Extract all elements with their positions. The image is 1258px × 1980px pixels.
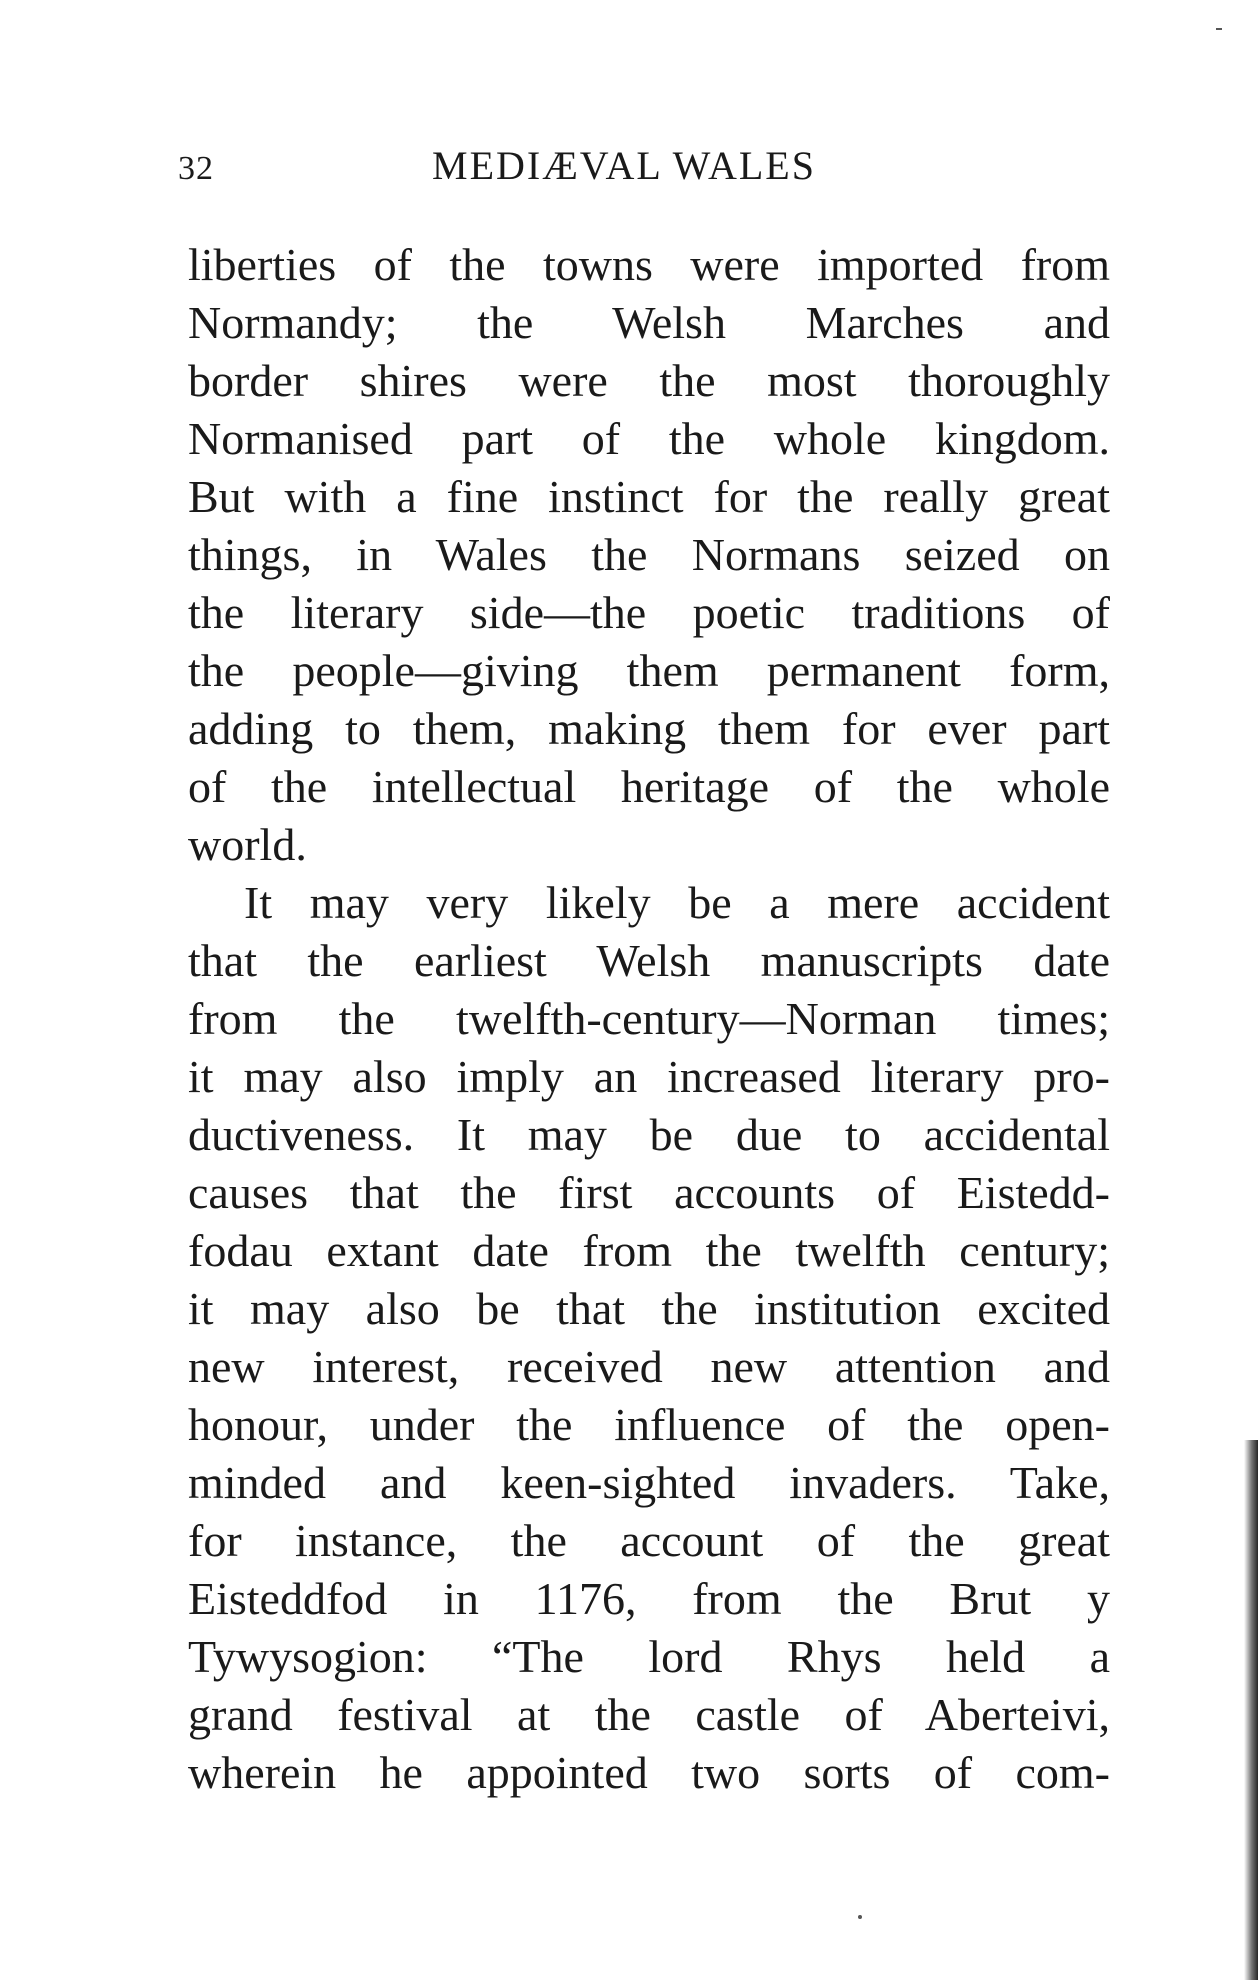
text-line: honour, under the influence of the open- <box>188 1399 1110 1450</box>
text-line: world. <box>188 819 307 870</box>
text-line: the literary side—the poetic traditions of <box>188 587 1110 638</box>
text-line: border shires were the most thoroughly <box>188 355 1110 406</box>
text-line: Normanised part of the whole kingdom. <box>188 413 1110 464</box>
text-line: adding to them, making them for ever part <box>188 703 1110 754</box>
paragraph-first-line: It may very likely be a mere accident <box>244 877 1110 928</box>
page-edge-shadow <box>1244 1440 1258 1980</box>
text-line: for instance, the account of the great <box>188 1515 1110 1566</box>
text-line: new interest, received new attention and <box>188 1341 1110 1392</box>
text-line: But with a fine instinct for the really great <box>188 471 1110 522</box>
text-line: liberties of the towns were imported from <box>188 239 1110 290</box>
text-line: minded and keen-sighted invaders. Take, <box>188 1457 1110 1508</box>
text-line: Normandy; the Welsh Marches and <box>188 297 1110 348</box>
text-line: things, in Wales the Normans seized on <box>188 529 1110 580</box>
text-line: from the twelfth-century—Norman times; <box>188 993 1110 1044</box>
text-line: it may also imply an increased literary pro- <box>188 1051 1110 1102</box>
text-line: causes that the first accounts of Eistedd- <box>188 1167 1110 1218</box>
text-line: grand festival at the castle of Aberteivi, <box>188 1689 1110 1740</box>
text-line: wherein he appointed two sorts of com- <box>188 1747 1110 1798</box>
text-line: the people—giving them permanent form, <box>188 645 1110 696</box>
page-number: 32 <box>178 150 214 187</box>
text-line: Tywysogion: “The lord Rhys held a <box>188 1631 1110 1682</box>
text-line: it may also be that the institution excited <box>188 1283 1110 1334</box>
page-header <box>0 142 1258 194</box>
text-line: ductiveness. It may be due to accidental <box>188 1109 1110 1160</box>
text-line: fodau extant date from the twelfth century; <box>188 1225 1110 1276</box>
ink-speck <box>858 1915 862 1919</box>
running-head: MEDIÆVAL WALES <box>432 143 816 188</box>
text-line: of the intellectual heritage of the whole <box>188 761 1110 812</box>
text-line: that the earliest Welsh manuscripts date <box>188 935 1110 986</box>
ink-speck <box>1216 28 1222 30</box>
text-line: Eisteddfod in 1176, from the Brut y <box>188 1573 1110 1624</box>
